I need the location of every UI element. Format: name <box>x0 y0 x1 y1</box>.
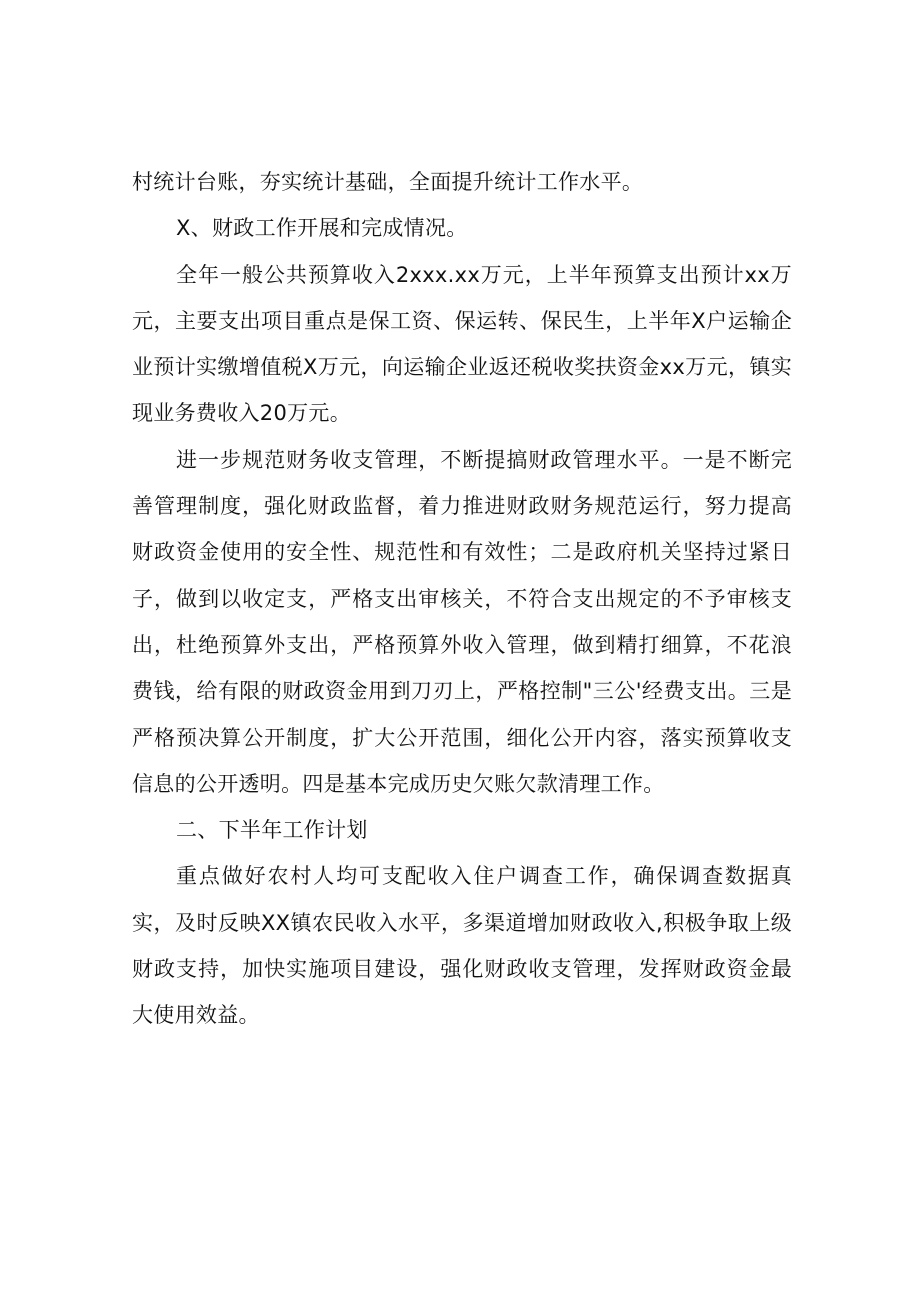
paragraph-finance-management: 进一步规范财务收支管理，不断提搞财政管理水平。一是不断完善管理制度，强化财政监督，着力推进财政财务规范运行，努力提高财政资金使用的安全性、规范性和有效性；二是政府机关坚持过紧日子，做到以收定支，严格支出审核关，不符合支出规定的不予审核支出，杜绝预算外支出，严格预算外收入管理，做到精打细算，不花浪费钱，给有限的财政资金用到刀刃上，严格控制"三公'经费支出。三是严格预决算公开制度，扩大公开范围，细化公开内容，落实预算收支信息的公开透明。四是基本完成历史欠账欠款清理工作。 <box>132 447 792 796</box>
paragraph-continued-text: 村统计台账，夯实统计基础，全面提升统计工作水平。 <box>132 170 644 194</box>
section-heading-finance-work: X、财政工作开展和完成情况。 <box>176 216 468 241</box>
section-heading-second-half-plan: 二、下半年工作计划 <box>176 818 368 843</box>
paragraph-second-half-plan: 重点做好农村人均可支配收入住户调查工作，确保调查数据真实，及时反映XX镇农民收入水平，多渠道增加财政收入,积极争取上级财政支持，加快实施项目建设，强化财政收支管理，发挥财政资金最大使用效益。 <box>132 864 792 1028</box>
paragraph-budget-summary: 全年一般公共预算收入2xxx.xx万元，上半年预算支出预计xx万元，主要支出项目重点是保工资、保运转、保民生，上半年X户运输企业预计实缴增值税X万元，向运输企业返还税收奖扶资金xx万元，镇实现业务费收入20万元。 <box>132 262 792 426</box>
document-body <box>132 159 792 1039</box>
